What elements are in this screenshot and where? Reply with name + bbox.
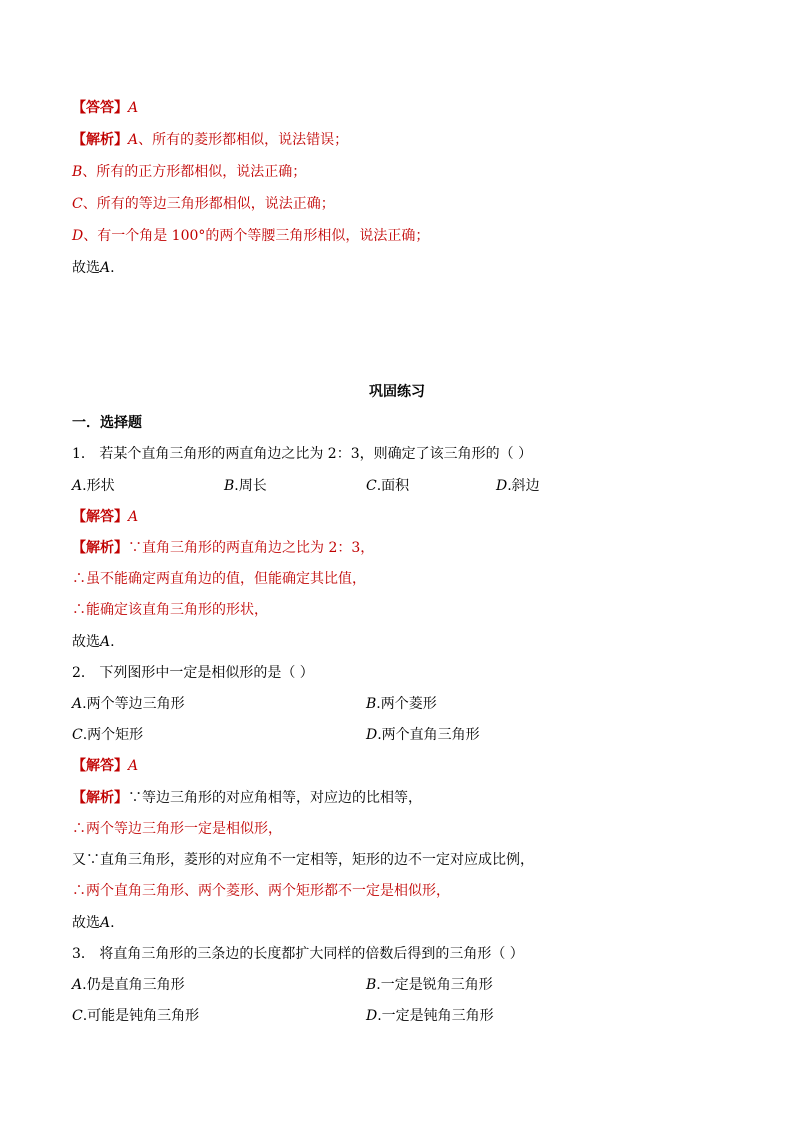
q2-option-b: B.两个菱形: [366, 696, 437, 712]
top-answer-line: [72, 98, 138, 118]
answer-tag: 【答答】: [72, 100, 128, 116]
q2-stem: 2． 下列图形中一定是相似形的是（ ）: [72, 665, 314, 681]
q2-analysis-line4: ∴两个直角三角形、两个菱形、两个矩形都不一定是相似形，: [72, 883, 450, 899]
q1-stem: 1． 若某个直角三角形的两直角边之比为 2：3，则确定了该三角形的（ ）: [72, 446, 533, 462]
section-title: 巩固练习: [369, 384, 425, 400]
q3-option-a: A.仍是直角三角形: [72, 977, 185, 993]
q2-analysis-line3: 又∵直角三角形，菱形的对应角不一定相等，矩形的边不一定对应成比例，: [72, 852, 534, 868]
q1-option-d: D.斜边: [496, 478, 540, 494]
top-analysis-b: B、所有的正方形都相似，说法正确；: [72, 164, 307, 180]
q1-option-a: A.形状: [72, 478, 115, 494]
q2-choose-line: 故选A.: [72, 915, 115, 931]
q2-analysis-line1: 【解析】∵等边三角形的对应角相等，对应边的比相等，: [72, 790, 422, 806]
q3-option-b: B.一定是锐角三角形: [366, 977, 493, 993]
q2-option-c: C.两个矩形: [72, 727, 144, 743]
q1-answer-line: 【解答】A: [72, 509, 139, 525]
q1-choose-line: 故选A.: [72, 634, 115, 650]
analysis-tag: 【解析】: [72, 132, 128, 148]
q1-option-c: C.面积: [366, 478, 410, 494]
q2-analysis-line2: ∴两个等边三角形一定是相似形，: [72, 821, 282, 837]
section-heading: 一．选择题: [72, 415, 142, 431]
top-analysis-line: 【解析】A、所有的菱形都相似，说法错误；: [72, 132, 349, 148]
q3-option-c: C.可能是钝角三角形: [72, 1008, 200, 1024]
top-analysis-d: D、有一个角是 100°的两个等腰三角形相似，说法正确；: [72, 228, 430, 244]
q2-answer-line: 【解答】A: [72, 758, 139, 774]
q2-option-a: A.两个等边三角形: [72, 696, 185, 712]
q3-stem: 3． 将直角三角形的三条边的长度都扩大同样的倍数后得到的三角形（ ）: [72, 946, 524, 962]
q1-analysis-line2: ∴虽不能确定两直角边的值，但能确定其比值，: [72, 571, 366, 587]
q1-analysis-line1: 【解析】∵直角三角形的两直角边之比为 2：3，: [72, 540, 375, 556]
top-analysis-c: C、所有的等边三角形都相似，说法正确；: [72, 196, 335, 212]
q3-option-d: D.一定是钝角三角形: [366, 1008, 494, 1024]
q2-option-d: D.两个直角三角形: [366, 727, 480, 743]
q1-option-b: B.周长: [224, 478, 267, 494]
q1-analysis-line3: ∴能确定该直角三角形的形状，: [72, 602, 268, 618]
top-choose-line: 故选A.: [72, 260, 115, 276]
answer-letter: A: [128, 100, 139, 116]
